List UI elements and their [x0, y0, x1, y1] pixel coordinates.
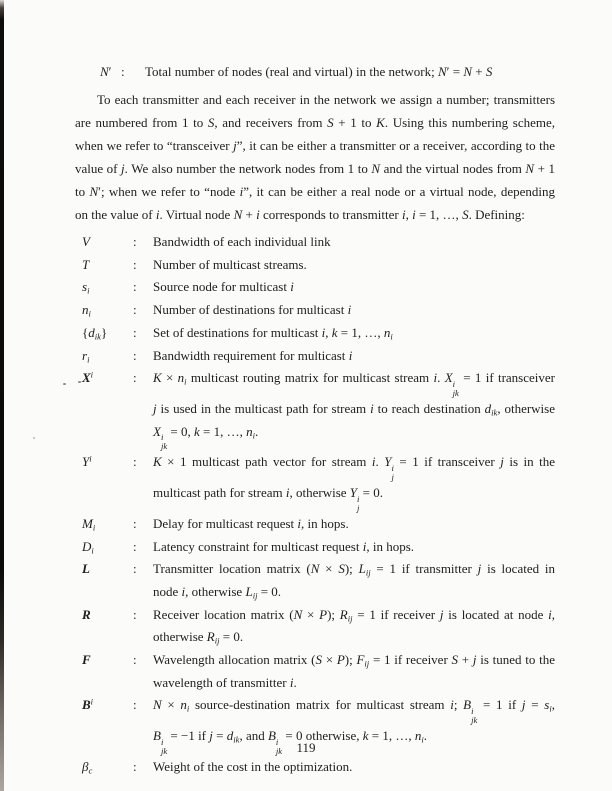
scan-speck	[63, 383, 66, 385]
body-paragraph	[75, 88, 555, 226]
definition-line: Delay for multicast request i, in hops.	[153, 515, 349, 531]
definition-text	[153, 367, 555, 451]
definition-row	[75, 276, 555, 299]
definition-text	[153, 345, 555, 368]
definition-symbol: V	[82, 234, 90, 249]
definition-symbol: $n_i$	[82, 302, 91, 319]
definition-colon: :	[133, 538, 137, 554]
definition-row	[75, 451, 555, 512]
definition-line: Weight of the cost in the optimization.	[153, 758, 353, 774]
definition-colon: :	[133, 652, 137, 668]
definition-line: Wavelength allocation matrix (S × P); $F_{ij} = 1$ if receiver S + j is tuned to the	[153, 652, 555, 669]
definition-symbol: $X^i$	[82, 369, 94, 386]
notation-intro-row	[100, 60, 555, 83]
definition-line: $N \times n_i$ source-destination matrix for multicast stream i; B i jk = 1 if $j = s_i$,	[153, 697, 555, 726]
definition-colon: :	[133, 324, 137, 340]
definition-colon: :	[133, 302, 137, 318]
definition-symbol: $\{d_{ik}\}$	[82, 324, 108, 342]
paragraph-line: when we refer to “transceiver j”, it can be either a transmitter or a receiver, according to the	[75, 138, 555, 153]
definition-line: Set of destinations for multicast i, k = 1, …, $n_i$	[153, 324, 393, 342]
definition-symbol: $D_i$	[82, 538, 94, 556]
definition-colon: :	[133, 561, 137, 577]
definition-text	[153, 649, 555, 694]
definition-list	[75, 231, 555, 779]
definition-line: otherwise $R_{ij} = 0$.	[153, 629, 244, 646]
notation-intro-definition: Total number of nodes (real and virtual) in the network; N′ = N + S	[145, 64, 493, 79]
definition-colon: :	[133, 697, 137, 713]
definition-colon: :	[133, 234, 137, 249]
paragraph-line: To each transmitter and each receiver in the network we assign a number; transmitters	[97, 92, 555, 107]
notation-intro-colon: :	[121, 64, 125, 79]
definition-row	[75, 536, 555, 559]
definition-row	[75, 299, 555, 322]
definition-symbol: $Y^i$	[82, 454, 92, 470]
definition-colon: :	[133, 758, 137, 774]
definition-line: Number of destinations for multicast i	[153, 302, 352, 318]
definition-symbol: T	[82, 256, 90, 272]
definition-line: Transmitter location matrix (N × S); $L_{ij} = 1$ if transmitter j is located in	[153, 561, 556, 578]
definition-text	[153, 231, 555, 254]
definition-line: Number of multicast streams.	[153, 256, 307, 272]
definition-line: Source node for multicast i	[153, 279, 294, 295]
definition-text	[153, 513, 555, 536]
definition-colon: :	[133, 279, 137, 295]
notation-intro-symbol: N′	[100, 64, 112, 79]
definition-text	[153, 322, 555, 345]
definition-colon: :	[133, 256, 137, 272]
definition-text	[153, 276, 555, 299]
definition-text	[153, 558, 555, 603]
definition-row	[75, 367, 555, 451]
definition-colon: :	[133, 454, 137, 470]
definition-line: wavelength of transmitter i.	[153, 674, 297, 690]
page-number: 119	[296, 740, 316, 755]
definition-symbol: F	[82, 652, 91, 668]
definition-row	[75, 513, 555, 536]
definition-row	[75, 322, 555, 345]
definition-row	[75, 756, 555, 779]
definition-colon: :	[133, 515, 137, 531]
definition-text	[153, 756, 555, 779]
definition-colon: :	[133, 370, 137, 386]
definition-text	[153, 299, 555, 322]
definition-line: B i jk = −1 if $j = d_{ik}$, and B i jk = 0 otherwise, k = 1, …, $n_i$.	[153, 728, 428, 756]
definition-symbol: R	[82, 606, 91, 622]
definition-line: Bandwidth requirement for multicast i	[153, 347, 353, 363]
definition-line: multicast path for stream i, otherwise Y i j = 0.	[153, 485, 383, 513]
paragraph-line: value of j. We also number the network nodes from 1 to N and the virtual nodes from N + 1	[75, 161, 555, 176]
paragraph-line: to N′; when we refer to “node i”, it can be either a real node or a virtual node, depending	[75, 184, 556, 199]
paragraph-line: on the value of i. Virtual node N + i corresponds to transmitter i, i = 1, …, S. Defining:	[75, 207, 525, 222]
definition-symbol: $r_i$	[82, 347, 90, 365]
definition-line: X i jk = 0, k = 1, …, $n_i$.	[153, 423, 259, 452]
scan-speck	[33, 437, 35, 439]
definition-row	[75, 604, 555, 649]
definition-symbol: L	[82, 561, 90, 577]
definition-colon: :	[133, 347, 137, 363]
scan-edge-artifact	[0, 0, 4, 791]
definition-symbol: $B^i$	[82, 697, 94, 713]
paragraph-line: are numbered from 1 to S, and receivers from S + 1 to K. Using this numbering scheme,	[75, 115, 555, 130]
definition-line: node i, otherwise $L_{ij} = 0$.	[153, 583, 282, 601]
definition-row	[75, 649, 555, 694]
definition-line: Bandwidth of each individual link	[153, 234, 331, 249]
definition-row	[75, 345, 555, 368]
definition-line: $K \times n_i$ multicast routing matrix for multicast stream i. X i jk = 1 if transceiver	[153, 370, 555, 398]
definition-row	[75, 231, 555, 254]
definition-line: j is used in the multicast path for stream i to reach destination $d_{ik}$, otherwise	[153, 400, 556, 418]
definition-symbol: $\beta_c$	[82, 758, 93, 776]
definition-colon: :	[133, 606, 137, 622]
definition-row	[75, 558, 555, 603]
definition-text	[153, 254, 555, 277]
definition-row	[75, 254, 555, 277]
definition-symbol: $s_i$	[82, 279, 90, 296]
definition-text	[153, 604, 555, 649]
definition-text	[153, 451, 555, 512]
definition-line: K × 1 multicast path vector for stream i. Y i j = 1 if transceiver j is in the	[153, 454, 556, 483]
definition-line: Latency constraint for multicast request i, in hops.	[153, 538, 415, 554]
definition-text	[153, 536, 555, 559]
page-content	[75, 60, 555, 779]
definition-symbol: $M_i$	[82, 515, 96, 533]
definition-line: Receiver location matrix (N × P); $R_{ij} = 1$ if receiver j is located at node i,	[153, 606, 556, 624]
